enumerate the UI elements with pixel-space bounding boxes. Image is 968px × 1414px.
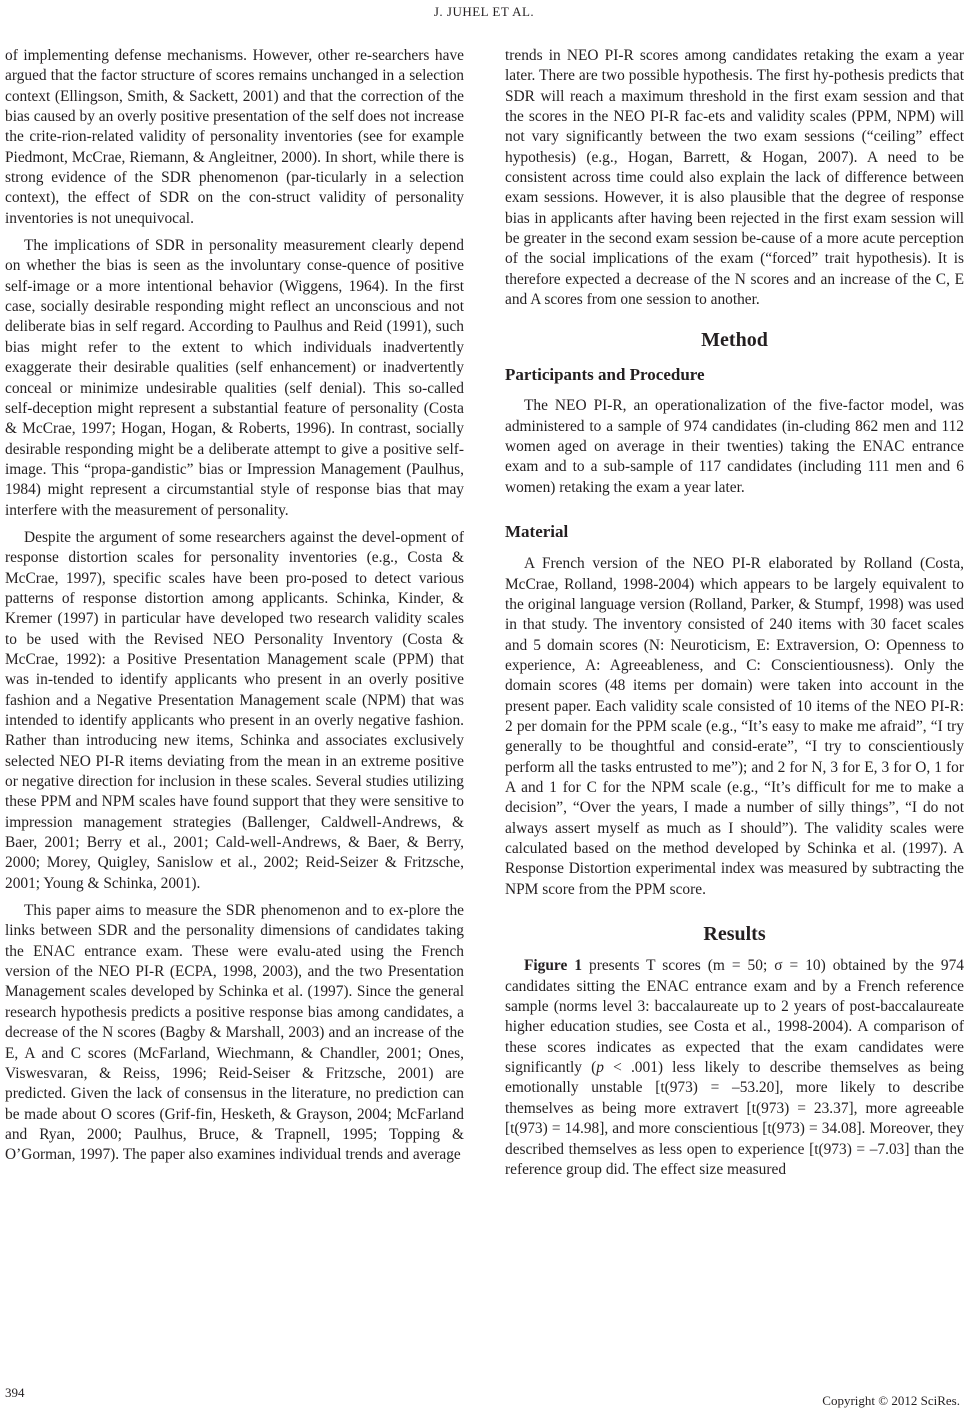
running-head: J. JUHEL ET AL. (433, 4, 535, 19)
body-paragraph: A French version of the NEO PI-R elaborated by Rolland (Costa, McCrae, Rolland, 1998-2004) which appears to be largely equivalent to the original language version (Rolland, Parker, & Stumpf, 1998) was used in that study. The inventory consisted of 240 items with 30 facet scales and 5 domain scores (N: Neuroticism, E: Extraversion, O: Openness to experience, A: Agreeableness, and C: Conscientiousness). Only the domain scores (48 items per domain) were taken into account in the present paper. Each validity scale consisted of 10 items of the NEO PI-R: 2 per domain for the PPM scale (e.g., “It’s easy to make me afraid”, “I try generally to be thoughtful and consid-erate”, “I try to conscientiously perform all the tasks entrusted to me”); and 2 for N, 3 for E, 3 for O, 1 for A and 1 for C for the NPM scale (e.g., “It’s difficult for me to make a decision”, “Over the years, I made a number of silly things”, “I do not always assert myself as much as I should”). The validity scales were calculated based on the method developed by Schinka et al. (1997). A Response Distortion experimental index was measured by subtracting the NPM score from the PPM score. (505, 555, 964, 898)
copyright-notice: Copyright © 2012 SciRes. (822, 1393, 960, 1408)
body-paragraph: of implementing defense mechanisms. However, other re-searchers have argued that the factor structure of scores remains unchanged in a selection context (Ellingson, Smith, & Sackett, 2001) and that the correction of the bias caused by an overly positive presentation of the self does not increase the crite-rion-related validity of personality inventories (see for example Piedmont, McCrae, Riemann, & Angleitner, 2000). In short, while there is strong evidence of the SDR phenomenon (par-ticularly in a selection context), the effect of SDR on the con-struct validity of personality inventories is not unequivocal. (5, 47, 464, 227)
paragraph-text: presents T scores (m = 50; σ = 10) obtained by the 974 candidates sitting the ENAC entrance exam and by a French reference sample (norms level 3: baccalaureate up to 2 years of post-baccalaureate higher education studies, see Costa et al., 1998-2004). A comparison of these scores indicates as expected that the exam candidates were significantly ( (505, 957, 965, 1077)
body-paragraph: trends in NEO PI-R scores among candidates retaking the exam a year later. There are two possible hypothesis. The first hy-pothesis predicts that SDR will reach a maximum threshold in the first exam session and that the scores in the NEO PI-R fac-ets and validity scales (PPM, NPM) will not vary significantly between the two exam sessions (“ceiling” effect hypothesis) (e.g., Hogan, Barrett, & Hogan, 2007). A need to be consistent across time could also explain the lack of difference between exam sessions. However, it is also plausible that the degree of response bias in applicants after having been rejected in the first exam session will be greater in the second exam session be-cause of a more acute perception of the social implications of the exam (“forced” trait hypothesis). It is therefore expected a decrease of the N scores and an increase of the C, E and A scores from one session to another. (505, 47, 964, 309)
left-column (5, 46, 464, 1166)
body-paragraph: The implications of SDR in personality measurement clearly depend on whether the bias is seen as the involuntary conse-quence of positive self-image or a more intentional behavior (Wiggens, 1964). In the first case, socially desirable responding might reflect an unconscious and not deliberate bias in self regard. According to Paulhus and Reid (1991), such bias might refer to the extent to which individuals inadvertently exaggerate their desirable qualities (self enhancement) or inadvertently conceal or minimize undesirable qualities (self denial). This so-called self-deception might represent a substantial feature of personality (Costa & McCrae, 1997; Hogan, Hogan, & Roberts, 1996). In contrast, socially desirable responding might be a deliberate attempt to give a positive self-image. This “propa-gandistic” bias or Impression Management (Paulhus, 1984) might represent a circumstantial style of response bias that may interfere with the measurement of personality. (5, 237, 464, 519)
page-number: 394 (5, 1385, 25, 1400)
p-value-symbol: p (596, 1059, 604, 1077)
figure-reference-link[interactable]: Figure 1 (524, 957, 583, 975)
subsection-heading-material: Material (505, 521, 569, 541)
section-heading-method: Method (701, 329, 768, 352)
body-paragraph: The NEO PI-R, an operationalization of the five-factor model, was administered to a sample of 974 candidates (in-cluding 862 men and 112 women aged on average in their twenties) taking the ENAC entrance exam and to a sub-sample of 117 candidates (including 111 men and 6 women) retaking the exam a year later. (505, 397, 964, 496)
body-paragraph: Despite the argument of some researchers against the devel-opment of response distortion scales for personality inventories (e.g., Costa & McCrae, 1997), specific scales have been pro-posed to detect various patterns of response distortion among applicants. Schinka, Kinder, & Kremer (1997) in particular have developed two research validity scales to be used with the Revised NEO Personality Inventory (Costa & McCrae, 1992): a Positive Presentation Management scale (PPM) that was in-tended to identify applicants who present in an overly positive fashion and a Negative Presentation Management scale (NPM) that was intended to identify applicants who present in an overly negative fashion. Rather than introducing new items, Schinka and associates exclusively selected NEO PI-R items deviating from the mean in an extreme positive or negative direction for inclusion in these scales. Several studies utilizing these PPM and NPM scales have found support that they were sensitive to impression management strategies (Ballenger, Caldwell-Andrews, & Baer, 2001; Berry et al., 2001; Cald-well-Andrews, & Baer, & Berry, 2000; Morey, Quigley, Sanislow et al., 2002; Reid-Seizer & Fritzsche, 2001; Young & Schinka, 2001). (5, 528, 464, 892)
body-paragraph: This paper aims to measure the SDR phenomenon and to ex-plore the links between SDR and the personality dimensions of candidates taking the ENAC entrance exam. These were evalu-ated using the French version of the NEO PI-R (ECPA, 1998, 2003), and the two Presentation Management scales developed by Schinka et al. (1997). Since the general research hypothesis predicts a positive response bias among candidates, a decrease of the N scores (Bagby & Marshall, 2003) and an increase of the E, A and C scores (McFarland, Wiechmann, & Chandler, 2001; Ones, Viswesvaran, & Reiss, 1996; Reid-Seiser & Fritzsche, 2001) are predicted. Given the lack of consensus in the literature, no prediction can be made about O scores (Grif-fin, Hesketh, & Grayson, 2004; McFarland and Ryan, 2000; Paulhus, Bruce, & Trapnell, 1995; Topping & O’Gorman, 1997). The paper also examines individual trends and average (5, 902, 464, 1164)
right-column (505, 46, 964, 1180)
section-heading-results: Results (703, 923, 766, 946)
body-paragraph (505, 956, 964, 1180)
subsection-heading-participants: Participants and Procedure (505, 364, 705, 384)
paragraph-text: < .001) less likely to describe themselves as being emotionally unstable [t(973) = –53.20], more likely to describe themselves as being more extravert [t(973) = 23.37], more agreeable [t(973) = 14.98], and more conscientious [t(973) = 34.08]. Moreover, they described themselves as less open to experience [t(973) = –7.03] than the reference group did. The effect size measured (505, 1059, 964, 1178)
